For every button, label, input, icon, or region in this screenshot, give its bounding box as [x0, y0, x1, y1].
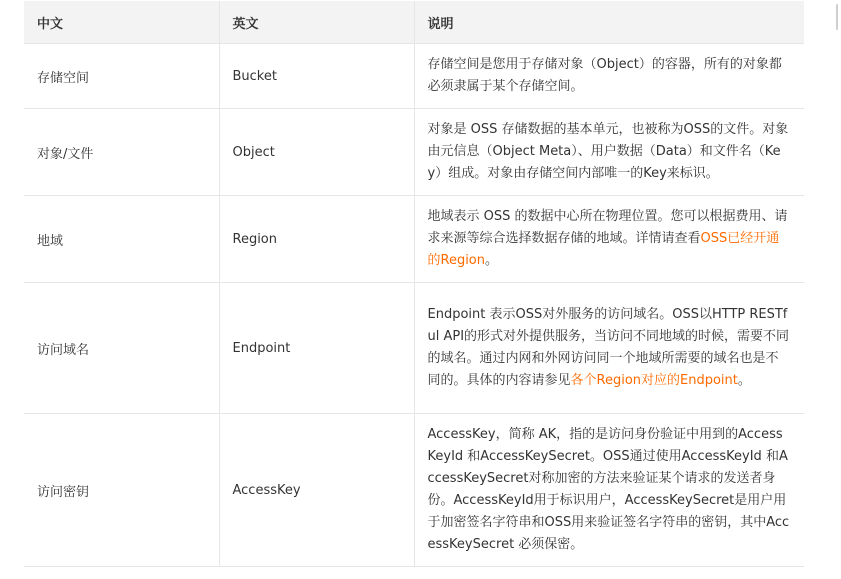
cell-chinese: 访问域名 — [24, 283, 219, 414]
glossary-table — [24, 1, 804, 567]
description-text: 对象是 OSS 存储数据的基本单元，也被称为OSS的文件。对象由元信息（Object Meta）、用户数据（Data）和文件名（Key）组成。对象由存储空间内部唯一的Key来标识。 — [427, 122, 789, 181]
cell-description — [414, 196, 804, 283]
cell-description — [414, 414, 804, 567]
header-english: 英文 — [219, 1, 414, 44]
table-row — [24, 283, 804, 414]
cell-english: Endpoint — [219, 283, 414, 414]
table-row — [24, 44, 804, 109]
description-text: Endpoint 表示OSS对外服务的访问域名。OSS以HTTP RESTful API的形式对外提供服务，当访问不同地域的时候，需要不同的域名。通过内网和外网访问同一个地域所需要的域名也是不同的。具体的内容请参见 — [427, 307, 790, 388]
cell-description — [414, 109, 804, 196]
cell-english: AccessKey — [219, 414, 414, 567]
cell-english: Region — [219, 196, 414, 283]
header-description: 说明 — [414, 1, 804, 44]
cell-description — [414, 283, 804, 414]
cell-english: Bucket — [219, 44, 414, 109]
cell-chinese: 访问密钥 — [24, 414, 219, 567]
description-suffix: 。 — [737, 373, 751, 388]
scrollbar-thumb[interactable] — [836, 4, 838, 30]
description-text: 存储空间是您用于存储对象（Object）的容器，所有的对象都必须隶属于某个存储空间。 — [427, 57, 782, 94]
description-suffix: 。 — [485, 253, 499, 268]
cell-chinese: 对象/文件 — [24, 109, 219, 196]
description-text: AccessKey，简称 AK，指的是访问身份验证中用到的AccessKeyId 和AccessKeySecret。OSS通过使用AccessKeyId 和AccessKeySecret对称加密的方法来验证某个请求的发送者身份。AccessKeyId用于标识用户，AccessKeySecret是用户用于加密签名字符串和OSS用来验证签名字符串的密钥，其中AccessKeySecret 必须保密。 — [427, 427, 790, 552]
table-row — [24, 109, 804, 196]
table-row — [24, 414, 804, 567]
cell-description — [414, 44, 804, 109]
cell-english: Object — [219, 109, 414, 196]
cell-chinese: 地域 — [24, 196, 219, 283]
endpoint-list-link[interactable]: 各个Region对应的Endpoint — [570, 373, 738, 388]
table-row — [24, 196, 804, 283]
cell-chinese: 存储空间 — [24, 44, 219, 109]
header-chinese: 中文 — [24, 1, 219, 44]
vertical-scrollbar[interactable] — [832, 0, 841, 579]
region-list-link[interactable]: OSS已经开通的Region — [427, 231, 780, 268]
table-header-row — [24, 1, 804, 44]
description-text: 地域表示 OSS 的数据中心所在物理位置。您可以根据费用、请求来源等综合选择数据存储的地域。详情请查看 — [427, 209, 788, 246]
